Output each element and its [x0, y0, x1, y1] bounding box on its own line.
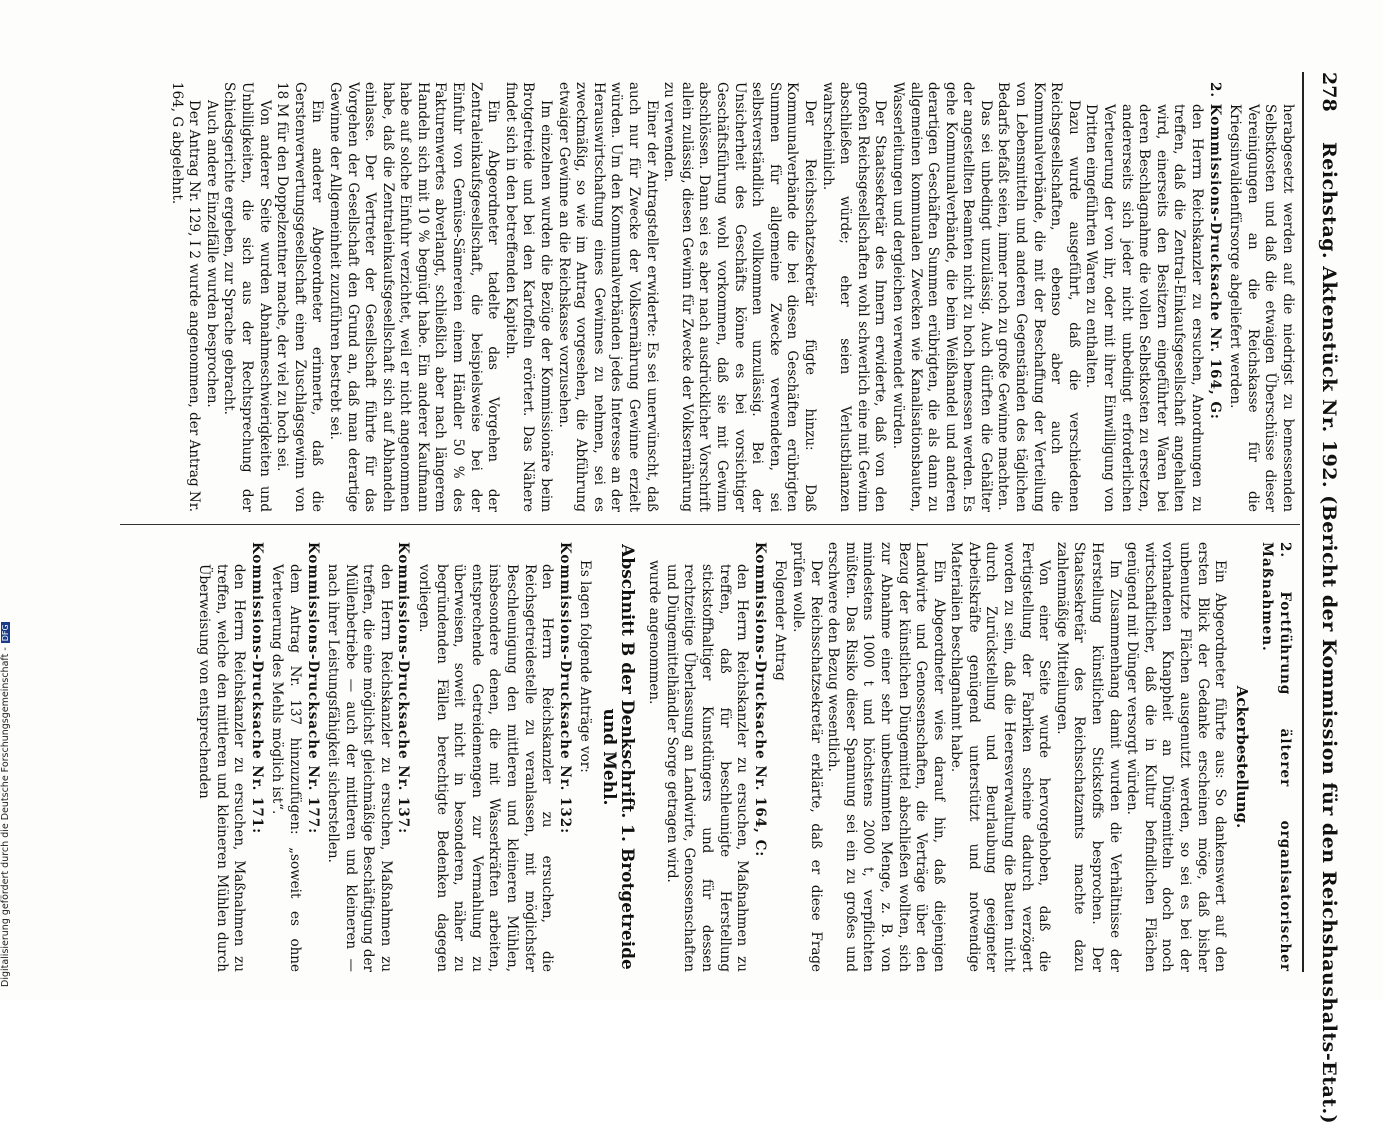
right-column-motion-text: dem Antrag Nr. 137 hinzuzufügen: „soweit es ohne Verteuerung des Mehls möglich ist“. — [269, 564, 303, 972]
page-title: Reichstag. Aktenstück Nr. 192. (Bericht der Kommission für den Reichshaushalts-Etat.) — [1318, 142, 1340, 1124]
right-column-section-heading: Kommissions-Drucksache Nr. 137: — [395, 542, 412, 835]
right-column-paragraph: Folgender Antrag — [772, 560, 789, 681]
left-column-paragraph: Ein anderer Abgeordneter erinnerte, daß die Gerstenverwertungsgesellschaft einen Zuschlagsgewinn von 18 M für den Doppelzentner mache, der viel zu hoch sei. — [274, 82, 326, 512]
left-column-section-heading: 2. Kommissions-Drucksache Nr. 164, G: — [1206, 82, 1223, 420]
dfg-logo: DFG — [1, 624, 10, 642]
left-column-paragraph: Von anderer Seite wurden Abnahmeschwierigkeiten und Unbilligkeiten, die sich aus der Rechtsprechung der Schiedsgerichte ergeben, zur Sprache gebracht. — [221, 82, 273, 512]
right-column-paragraph: Ein Abgeordneter wies darauf hin, daß diejenigen Landwirte und Genossenschaften, die Verträge über den Bezug der künstlichen Düngemittel abschließen wollten, sich zur Abnahme einer sehr unbestimmten Menge, z. B. von mindestens 1000 t und höchstens 2000 t, verpflichten müßten. Das Risiko dieser Spannung sei ein zu großes und erschwere den Bezug wesentlich. — [825, 542, 947, 972]
right-column-paragraph: Ein Abgeordneter führte aus: So dankenswert auf den ersten Blick der Gedanke erscheinen möge, daß bisher unbenutzte Flächen ausgenutzt werden, so sei es bei der vorhandenen Knappheit an Düngemitteln doch noch wirtschaftlicher, daß die in Kultur befindlichen Flächen genügend mit Dünger versorgt würden. — [1124, 542, 1229, 972]
left-column-paragraph: Der Reichsschatzsekretär fügte hinzu: Daß Kommunalverbände die bei diesen Geschäften erübrigten Summen für allgemeine Zwecke verwendeten, sei selbstverständlich vollkommen unzulässig. Bei der Unsicherheit des Geschäfts könne es bei vorsichtiger Geschäftsführung wohl vorkommen, daß sie mit Gewinn abschlössen. Dann sei es aber nach ausdrücklicher Vorschrift allein zulässig, diesen Gewinn für Zwecke der Volksernährung zu verwenden. — [661, 82, 818, 512]
left-column — [167, 82, 1296, 512]
right-column-paragraph: Der Reichsschatzsekretär erklärte, daß er diese Frage prüfen wolle. — [789, 542, 824, 972]
left-column-paragraph: Einer der Antragsteller erwiderte: Es sei unerwünscht, daß auch nur für Zwecke der Volksernährung Gewinne erzielt würden. Um den Kommunalverbänden jedes Interesse an der Herauswirtschaftung eines Gewinnes zu nehmen, sei es zweckmäßig, so wie im Antrag vorgesehen, die Abführung etwaiger Gewinne an die Reichskasse vorzusehen. — [555, 82, 660, 512]
right-column-motion-text: den Herrn Reichskanzler zu ersuchen, Maßnahmen zu treffen, welche den mittleren und kleineren Mühlen durch Überweisung von entsprechenden — [195, 564, 248, 972]
left-column-paragraph: Ein Abgeordneter tadelte das Vorgehen der Zentraleinkaufsgesellschaft, die beispielsweise bei der Einfuhr von Gemüse-Sämereien einem Händler 50 % des Fakturenwertes abverlangt, schließlich aber nach längerem Handeln sich mit 10 % begnügt habe. Ein anderer Kaufmann habe auf solche Einfuhr verzichtet, weil er nicht angenommen habe, daß die Zentraleinkaufsgesellschaft sich auf Abhandeln einlasse. Der Vertreter der Gesellschaft führte für das Vorgehen der Gesellschaft den Grund an, daß man derartige Gewinne der Allgemeinheit zuzuführen bestrebt sei. — [326, 82, 502, 512]
right-column-section-heading: Kommissions-Drucksache Nr. 132: — [556, 542, 573, 835]
right-column-section-heading: Kommissions-Drucksache Nr. 177: — [304, 542, 321, 835]
header-rule — [1302, 72, 1304, 972]
right-column-motion-text: den Herrn Reichskanzler zu ersuchen, die Reichsgetreidestelle zu veranlassen, mit möglichster Beschleunigung den mittleren und kleineren Mühlen, insbesondere denen, die mit Wasserkräften arbeiten, entsprechende Getreidemengen zur Vermahlung zu überweisen, soweit nicht in besonderen, näher zu begründenden Fällen berechtigte Bedenken dagegen vorliegen. — [416, 564, 556, 972]
left-column-motion-text: herabgesetzt werden auf die niedrigst zu bemessenden Selbstkosten und daß die etwaigen Überschüsse dieser Vereinigungen an die Reichskasse für die Kriegsinvalidenfürsorge abgeliefert werden. — [1227, 104, 1296, 512]
right-column-paragraph: Es lagen folgende Anträge vor: — [577, 560, 594, 773]
right-column-section-heading: 2. Fortführung älterer organisatorischer Maßnahmen. — [1259, 542, 1293, 972]
left-column-paragraph: Der Staatssekretär des Innern erwiderte, daß von den großen Reichsgesellschaften wohl schwerlich eine mit Gewinn abschließen würde; eher seien Verlustbilanzen wahrscheinlich. — [819, 82, 889, 512]
digitization-credit — [0, 0, 12, 987]
credit-text: Digitalisierung gefördert durch die Deutsche Forschungsgemeinschaft - — [0, 647, 11, 987]
left-column-paragraph: Das sei unbedingt unzulässig. Auch dürften die Gehälter der angestellten Beamten nicht zu hoch bemessen werden. Es gehe Kommunalverbände, die beim Weißhandel und anderen derartigen Geschäften Summen erübrigten, die als dann zu allgemeinen kommunalen Zwecken wie Kanalisationsbauten, Wasserleitungen und dergleichen verwendet würden. — [889, 82, 994, 512]
left-column-motion-text: den Herrn Reichskanzler zu ersuchen, Anordnungen zu treffen, daß die Zentral-Einkaufsgesellschaft angehalten wird, einerseits den Besitzern eingeführter Waren bei deren Beschlagnahme die vollen Selbstkosten zu ersetzen, andererseits sich jeder nicht unbedingt erforderlichen Verteuerung der von ihr, oder mit ihrer Einwilligung von Dritten eingeführten Waren zu enthalten. — [1083, 104, 1206, 512]
right-column-motion-text: den Herrn Reichskanzler zu ersuchen, Maßnahmen zu treffen, die eine möglichst gleichmäßige Beschäftigung der Müllenbetriebe — auch der mittleren und kleineren — nach ihrer Leistungsfähigkeit sicherstellen. — [325, 564, 394, 972]
right-column — [194, 542, 1296, 972]
left-column-paragraph: Im einzelnen wurden die Bezüge der Kommissionäre beim Brotgetreide und bei den Kartoffeln erörtert. Das Nähere findet sich in den betreffenden Kapiteln. — [502, 82, 555, 512]
right-column-heading: Abschnitt B der Denkschrift. 1. Brotgetreide und Mehl. — [599, 544, 637, 970]
left-column-paragraph: Dazu wurde ausgeführt, daß die verschiedenen Reichsgesellschaften, ebenso aber auch die Kommunalverbände, die mit der Beschaffung der Verteilung von Lebensmitteln und anderen Gegenständen des täglichen Bedarfs befaßt seien, immer noch zu große Gewinne machten. — [995, 82, 1082, 512]
right-column-section-heading: Kommissions-Drucksache Nr. 164, C: — [751, 542, 768, 858]
left-column-paragraph: Der Antrag Nr. 129, I 2 wurde angenommen, der Antrag Nr. 164, G abgelehnt. — [168, 82, 203, 512]
column-divider — [120, 524, 1300, 525]
right-column-paragraph: Im Zusammenhang damit wurden die Verhältnisse der Herstellung künstlichen Stickstoffs besprochen. Der Staatssekretär des Reichsschatzamts machte dazu zahlenmäßige Mitteilungen. — [1053, 542, 1123, 972]
right-column-heading: Ackerbestellung. — [1232, 685, 1251, 829]
page-header — [1310, 72, 1340, 1124]
rotated-page-content — [100, 72, 1340, 1124]
right-column-section-heading: Kommissions-Drucksache Nr. 171: — [248, 542, 265, 835]
right-column-paragraph: wurde angenommen. — [646, 560, 663, 705]
page-number: 278 — [1318, 72, 1340, 112]
right-column-paragraph: Von einer Seite wurde hervorgehoben, daß die Fertigstellung der Fabriken scheine dadurch verzögert worden zu sein, daß die Heeresverwaltung die Bauten nicht durch Zurückstellung und Beurlaubung geeigneter Arbeitskräfte genügend unterstützt und notwendige Materialien beschlagnahmt habe. — [948, 542, 1053, 972]
right-column-motion-text: den Herrn Reichskanzler zu ersuchen, Maßnahmen zu treffen, daß für beschleunigte Herstellung stickstoffhaltiger Kunstdüngers und für dessen rechtzeitige Überlassung an Landwirte, Genossenschaften und Düngemittelhändler Sorge getragen wird. — [663, 564, 751, 972]
left-column-paragraph: Auch andere Einzelfälle wurden besprochen. — [203, 100, 220, 408]
